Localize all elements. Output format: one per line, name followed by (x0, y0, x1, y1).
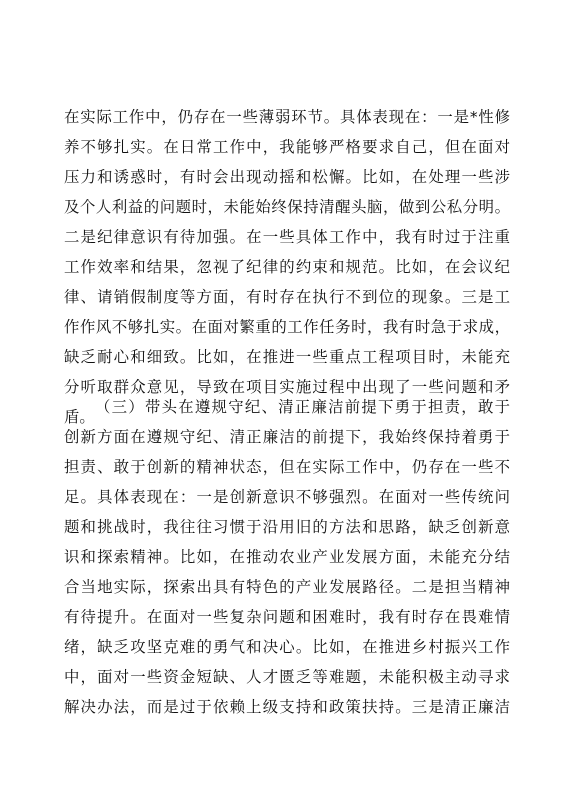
text-line: 识和探索精神。比如，在推动农业产业发展方面，未能充分结 (64, 548, 510, 566)
text-line: 压力和诱惑时，有时会出现动摇和松懈。比如，在处理一些涉 (64, 168, 510, 186)
text-line: 律、请销假制度等方面，有时存在执行不到位的现象。三是工 (64, 288, 510, 306)
text-line: 作作风不够扎实。在面对繁重的工作任务时，我有时急于求成， (64, 318, 510, 336)
paragraph-2 (64, 392, 510, 722)
text-line: 在实际工作中，仍存在一些薄弱环节。具体表现在：一是*性修 (64, 108, 510, 126)
text-line: 足。具体表现在：一是创新意识不够强烈。在面对一些传统问 (64, 488, 510, 506)
text-line: 及个人利益的问题时，未能始终保持清醒头脑，做到公私分明。 (64, 198, 510, 216)
text-line: 有待提升。在面对一些复杂问题和困难时，我有时存在畏难情 (64, 608, 510, 626)
text-line: 工作效率和结果，忽视了纪律的约束和规范。比如，在会议纪 (64, 258, 510, 276)
paragraph-1 (64, 102, 510, 432)
text-line: 担责、敢于创新的精神状态，但在实际工作中，仍存在一些不 (64, 458, 510, 476)
text-line: 解决办法，而是过于依赖上级支持和政策扶持。三是清正廉洁 (64, 698, 510, 716)
text-line: 题和挑战时，我往往习惯于沿用旧的方法和思路，缺乏创新意 (64, 518, 510, 536)
text-line: 中，面对一些资金短缺、人才匮乏等难题，未能积极主动寻求 (64, 668, 510, 686)
section-heading-line: （三）带头在遵规守纪、清正廉洁前提下勇于担责，敢于 (95, 398, 510, 416)
text-line: 绪，缺乏攻坚克难的勇气和决心。比如，在推进乡村振兴工作 (64, 638, 510, 656)
text-line: 创新方面在遵规守纪、清正廉洁的前提下，我始终保持着勇于 (64, 428, 510, 446)
text-line: 盾。 (64, 408, 95, 426)
text-line: 合当地实际，探索出具有特色的产业发展路径。二是担当精神 (64, 578, 510, 596)
text-line: 养不够扎实。在日常工作中，我能够严格要求自己，但在面对 (64, 138, 510, 156)
text-line: 二是纪律意识有待加强。在一些具体工作中，我有时过于注重 (64, 228, 510, 246)
text-line: 缺乏耐心和细致。比如，在推进一些重点工程项目时，未能充 (64, 348, 510, 366)
text-line: 分听取群众意见，导致在项目实施过程中出现了一些问题和矛 (64, 378, 510, 396)
